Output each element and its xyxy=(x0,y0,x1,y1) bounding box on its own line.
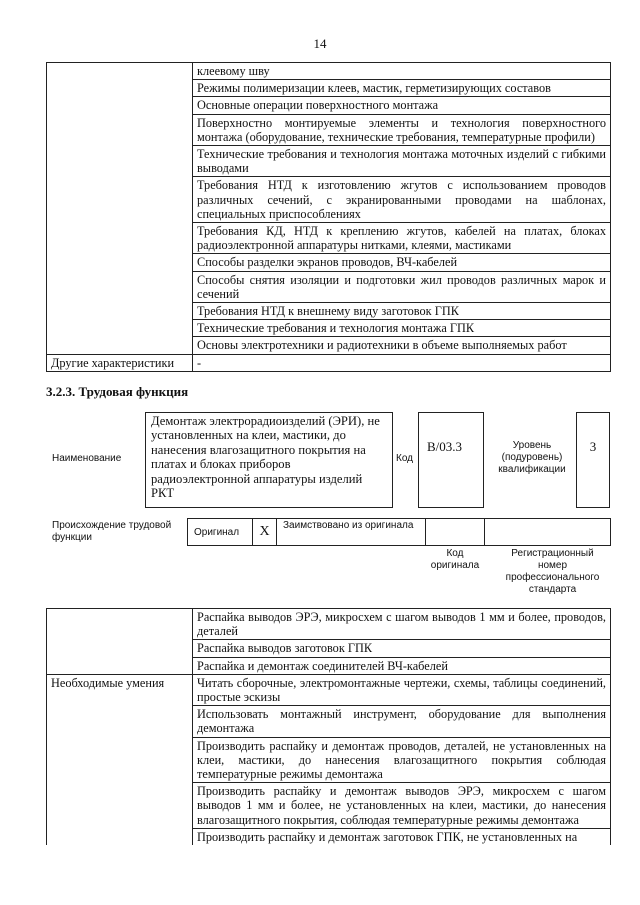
table-row: Требования КД, НТД к креплению жгутов, кабелей на платах, блоках радиоэлектронной аппаратуры нитками, клеями, мастиками xyxy=(193,223,611,254)
name-label: Наименование xyxy=(52,453,122,464)
table-row: клеевому шву xyxy=(193,63,611,80)
origin-row xyxy=(187,518,611,546)
level-value: 3 xyxy=(589,439,597,454)
table-row: Читать сборочные, электромонтажные чертежи, схемы, таблицы соединений, простые эскизы xyxy=(193,674,611,705)
knowledge-table xyxy=(46,62,611,372)
reg-number-label: Регистрационный номер профессионального стандарта xyxy=(505,548,600,595)
table-row: Технические требования и технология монтажа моточных изделий с гибкими выводами xyxy=(193,146,611,177)
table-row: Режимы полимеризации клеев, мастик, герметизирующих составов xyxy=(193,80,611,97)
original-cell xyxy=(187,518,253,546)
code-label: Код xyxy=(396,453,414,464)
table-row: Распайка и демонтаж соединителей ВЧ-кабелей xyxy=(193,657,611,674)
original-label: Оригинал xyxy=(194,527,240,538)
code-box xyxy=(418,412,484,508)
borrowed-label: Заимствовано из оригинала xyxy=(283,520,414,531)
section-title: 3.2.3. Трудовая функция xyxy=(46,384,189,399)
table-row: Требования НТД к изготовлению жгутов с использованием проводов различных сечений, с экранированными проводами на шаблонах, специальных приспособлениях xyxy=(193,177,611,223)
table-row: Производить распайку и демонтаж проводов, деталей, не установленных на клеи, мастики, до нанесения влагозащитного покрытия соблюдая температурные режимы демонтажа xyxy=(193,737,611,783)
table-row: Распайка выводов заготовок ГПК xyxy=(193,640,611,657)
code-value: B/03.3 xyxy=(427,439,463,454)
table-row: Производить распайку и демонтаж заготовок ГПК, не установленных на xyxy=(193,828,611,845)
function-name-box xyxy=(145,412,393,508)
table-row: Распайка выводов ЭРЭ, микросхем с шагом выводов 1 мм и более, проводов, деталей xyxy=(193,609,611,640)
other-characteristics-label: Другие характеристики xyxy=(47,354,193,371)
skills-table xyxy=(46,608,611,845)
page-number: 14 xyxy=(313,36,327,51)
table-row: Производить распайку и демонтаж выводов ЭРЭ, микросхем с шагом выводов 1 мм и более, не установленных на клеи, мастики, до нанесения влагозащитного покрытия, соблюдая температурные режимы демонтажа xyxy=(193,783,611,829)
level-box xyxy=(576,412,610,508)
skills-label: Необходимые умения xyxy=(47,674,193,845)
table-row: Способы снятия изоляции и подготовки жил проводов различных марок и сечений xyxy=(193,271,611,302)
actions-label-cell xyxy=(47,609,193,675)
table-row: Использовать монтажный инструмент, оборудование для выполнения демонтажа xyxy=(193,706,611,737)
knowledge-label-cell xyxy=(47,63,193,355)
code-original-cell xyxy=(425,518,485,546)
original-mark-cell xyxy=(252,518,277,546)
function-name: Демонтаж электрорадиоизделий (ЭРИ), не установленных на клеи, мастики, до нанесения влагозащитного покрытия на платах и блоках приборов радиоэлектронной аппаратуры изделий РКТ xyxy=(151,414,380,501)
origin-label: Происхождение трудовой функции xyxy=(52,520,172,543)
borrowed-cell xyxy=(276,518,426,546)
level-label: Уровень (подуровень) квалификации xyxy=(498,440,566,475)
table-row: Технические требования и технология монтажа ГПК xyxy=(193,320,611,337)
other-characteristics-value: - xyxy=(193,354,611,371)
reg-number-cell xyxy=(484,518,611,546)
table-row: Требования НТД к внешнему виду заготовок ГПК xyxy=(193,303,611,320)
table-row: Способы разделки экранов проводов, ВЧ-кабелей xyxy=(193,254,611,271)
table-row: Поверхностно монтируемые элементы и технология поверхностного монтажа (оборудование, технические требования, температурные профили) xyxy=(193,114,611,145)
table-row: Основные операции поверхностного монтажа xyxy=(193,97,611,114)
code-original-label: Код оригинала xyxy=(430,548,480,571)
original-mark: X xyxy=(259,524,270,539)
table-row: Основы электротехники и радиотехники в объеме выполняемых работ xyxy=(193,337,611,354)
